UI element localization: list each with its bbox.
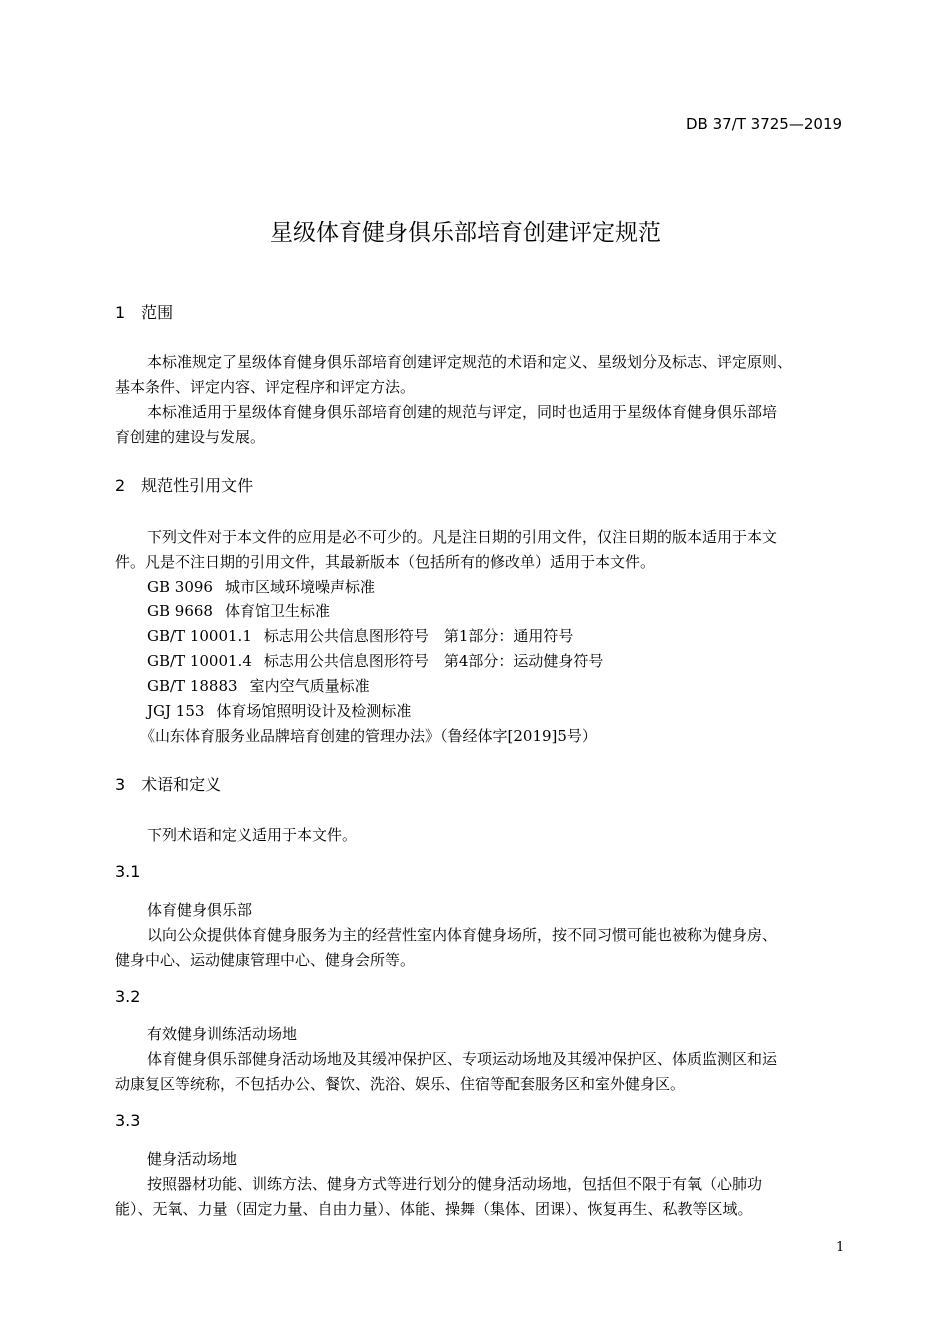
- reference-item: [147, 650, 603, 672]
- paragraph-line: 以向公众提供体育健身服务为主的经营性室内体育健身场所，按不同习惯可能也被称为健身房、: [147, 926, 778, 944]
- reference-code: JGJ 153: [147, 702, 205, 720]
- paragraph-line: 基本条件、评定内容、评定程序和评定方法。: [115, 378, 416, 396]
- paragraph-line: 体育健身俱乐部健身活动场地及其缓冲保护区、专项运动场地及其缓冲保护区、体质监测区和运: [147, 1050, 778, 1068]
- paragraph-line: 本标准规定了星级体育健身俱乐部培育创建评定规范的术语和定义、星级划分及标志、评定原则、: [147, 353, 793, 371]
- reference-item: [147, 625, 573, 647]
- reference-item: 《山东体育服务业品牌培育创建的管理办法》（鲁经体字[2019]5号）: [140, 727, 597, 745]
- reference-code: GB 9668: [147, 602, 213, 620]
- reference-item: [147, 700, 411, 722]
- term-number: 3.1: [115, 862, 141, 881]
- paragraph-line: 下列术语和定义适用于本文件。: [147, 826, 358, 844]
- term-number: 3.3: [115, 1111, 141, 1130]
- document-title: 星级体育健身俱乐部培育创建评定规范: [270, 220, 661, 246]
- reference-title: 体育场馆照明设计及检测标准: [216, 702, 412, 720]
- paragraph-line: 育创建的建设与发展。: [115, 428, 266, 446]
- reference-title: 室内空气质量标准: [249, 677, 370, 695]
- reference-item: [147, 576, 375, 598]
- reference-item: [147, 600, 330, 622]
- section-heading-terms: 3 术语和定义: [115, 775, 222, 794]
- paragraph-line: 能）、无氧、力量（固定力量、自由力量）、体能、操舞（集体、团课）、恢复再生、私教等区域。: [115, 1200, 753, 1218]
- paragraph-line: 按照器材功能、训练方法、健身方式等进行划分的健身活动场地，包括但不限于有氧（心肺功: [147, 1175, 763, 1193]
- paragraph-line: 件。凡是不注日期的引用文件，其最新版本（包括所有的修改单）适用于本文件。: [115, 553, 656, 571]
- reference-item: [147, 675, 370, 697]
- term-number: 3.2: [115, 987, 141, 1006]
- section-heading-scope: 1 范围: [115, 303, 174, 322]
- paragraph-line: 健身中心、运动健康管理中心、健身会所等。: [115, 951, 416, 969]
- reference-code: GB/T 10001.4: [147, 652, 252, 670]
- reference-code: GB/T 18883: [147, 677, 238, 695]
- paragraph-line: 动康复区等统称，不包括办公、餐饮、洗浴、娱乐、住宿等配套服务区和室外健身区。: [115, 1075, 686, 1093]
- term-name: 体育健身俱乐部: [147, 901, 253, 919]
- paragraph-line: 本标准适用于星级体育健身俱乐部培育创建的规范与评定，同时也适用于星级体育健身俱乐部培: [147, 403, 778, 421]
- reference-title: 体育馆卫生标准: [224, 602, 330, 620]
- reference-title: 标志用公共信息图形符号 第4部分：运动健身符号: [263, 652, 604, 670]
- reference-code: GB 3096: [147, 578, 213, 596]
- term-name: 有效健身训练活动场地: [147, 1025, 298, 1043]
- document-number: DB 37/T 3725—2019: [686, 115, 843, 133]
- section-heading-references: 2 规范性引用文件: [115, 476, 254, 495]
- page-number: 1: [836, 1240, 845, 1255]
- reference-title: 城市区域环境噪声标准: [224, 578, 375, 596]
- term-name: 健身活动场地: [147, 1150, 238, 1168]
- reference-code: GB/T 10001.1: [147, 627, 252, 645]
- reference-title: 标志用公共信息图形符号 第1部分：通用符号: [263, 627, 574, 645]
- paragraph-line: 下列文件对于本文件的应用是必不可少的。凡是注日期的引用文件，仅注日期的版本适用于本文: [147, 528, 778, 546]
